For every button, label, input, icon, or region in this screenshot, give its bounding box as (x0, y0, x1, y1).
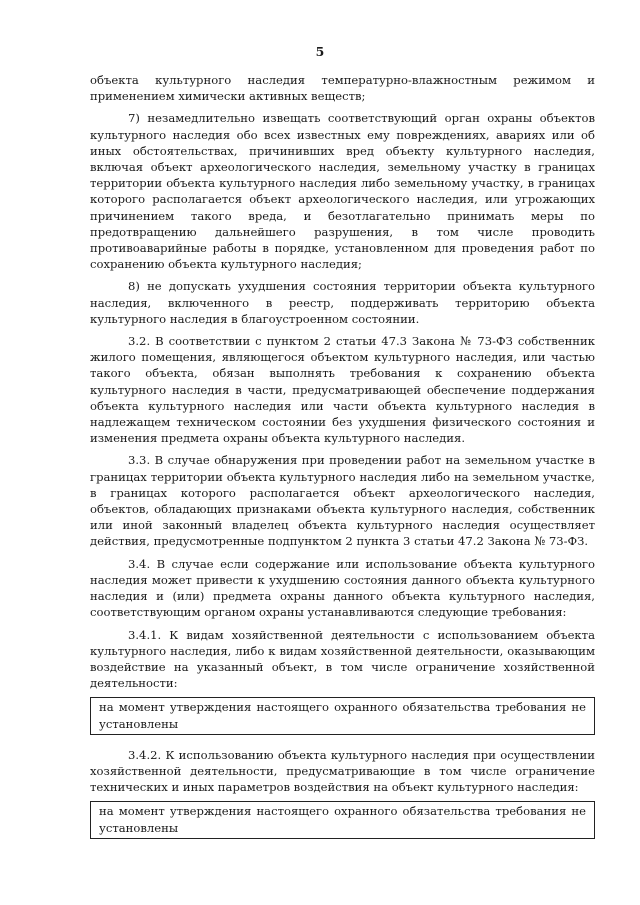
paragraph-3-3: 3.3. В случае обнаружения при проведении работ на земельном участке в границах территории объекта культурного наследия либо на земельном участке, в границах которого располагается объект археологического наследия, объектов, обладающих признаками объекта культурного наследия, собственник или иной законный владелец объекта культурного наследия осуществляет действия, предусмотренные подпунктом 2 пункта 3 статьи 47.2 Закона № 73-ФЗ. (90, 453, 595, 549)
paragraph-continuation: объекта культурного наследия температурно-влажностным режимом и применением химически активных веществ; (90, 73, 595, 104)
paragraph-item-8: 8) не допускать ухудшения состояния территории объекта культурного наследия, включенного в реестр, поддерживать территорию объекта культурного наследия в благоустроенном состоянии. (90, 279, 595, 326)
page-number: 5 (315, 44, 325, 59)
requirements-box-1: на момент утверждения настоящего охранного обязательства требования не установлены (90, 697, 595, 734)
document-body (90, 72, 595, 851)
paragraph-3-4: 3.4. В случае если содержание или использование объекта культурного наследия может привести к ухудшению состояния данного объекта культурного наследия и (или) предмета охраны данного объекта культурного наследия, соответствующим органом охраны устанавливаются следующие требования: (90, 556, 595, 620)
requirements-box-2: на момент утверждения настоящего охранного обязательства требования не установлены (90, 801, 595, 838)
paragraph-3-4-2: 3.4.2. К использованию объекта культурного наследия при осуществлении хозяйственной деятельности, предусматривающие в том числе ограничение технических и иных параметров воздействия на объект культурного наследия: (90, 747, 595, 795)
paragraph-3-4-1: 3.4.1. К видам хозяйственной деятельности с использованием объекта культурного наследия, либо к видам хозяйственной деятельности, оказывающим воздействие на указанный объект, в том числе ограничение хозяйственной деятельности: (90, 627, 595, 691)
paragraph-3-2: 3.2. В соответствии с пунктом 2 статьи 47.3 Закона № 73-ФЗ собственник жилого помещения, являющегося объектом культурного наследия, или частью такого объекта, обязан выполнять требования к сохранению объекта культурного наследия в части, предусматривающей обеспечение поддержания объекта культурного наследия или части объекта культурного наследия в надлежащем техническом состоянии без ухудшения физического состояния и изменения предмета охраны объекта культурного наследия. (90, 334, 595, 446)
paragraph-item-7: 7) незамедлительно извещать соответствующий орган охраны объектов культурного наследия обо всех известных ему повреждениях, авариях или об иных обстоятельствах, причинивших вред объекту культурного наследия, включая объект археологического наследия, земельному участку в границах территории объекта культурного наследия либо земельному участку, в границах которого располагается объект археологического наследия, или угрожающих причинением такого вреда, и безотлагательно принимать меры по предотвращению дальнейшего разрушения, в том числе проводить противоаварийные работы в порядке, установленном для проведения работ по сохранению объекта культурного наследия; (90, 111, 595, 272)
